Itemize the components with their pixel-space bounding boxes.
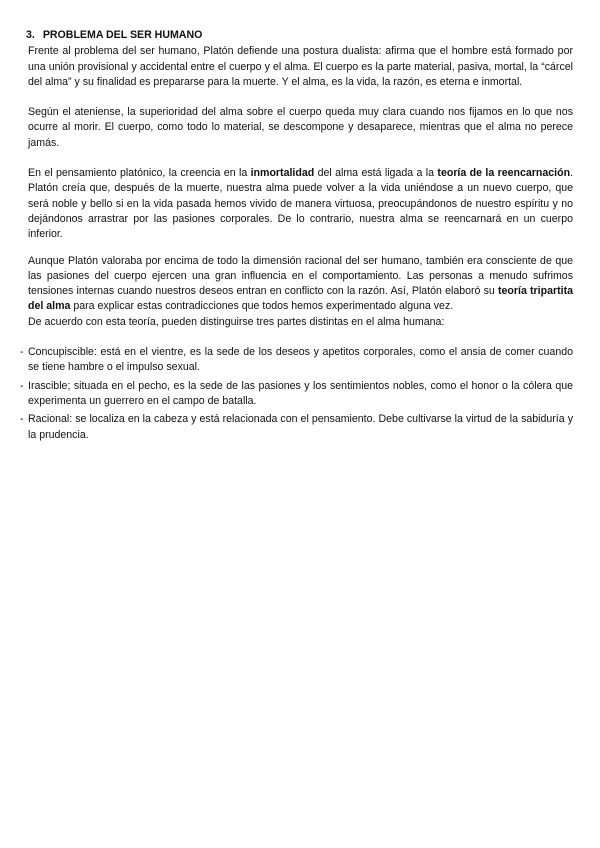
bold-term-reincarnation: teoría de la reencarnación — [437, 167, 571, 180]
paragraph-reincarnation — [28, 166, 573, 242]
list-item — [20, 345, 573, 376]
list-dash: - — [20, 379, 24, 392]
list-item — [20, 412, 573, 443]
section-number: 3. — [26, 29, 35, 41]
paragraph-soul-superiority: Según el ateniense, la superioridad del alma sobre el cuerpo queda muy clara cuando nos fijamos en lo que nos ocurre al morir. El cuerpo, como todo lo material, se descompone y desaparece, mientras que el alma no perece jamás. — [28, 106, 573, 149]
document-page — [20, 28, 573, 446]
list-item-irascible: Irascible; situada en el pecho, es la sede de las pasiones y los sentimientos nobles, como el honor o la cólera que experimenta un guerrero en el campo de batalla. — [28, 379, 573, 407]
bold-term-immortality: inmortalidad — [250, 167, 315, 180]
bold-term-tripartite: teoría tripartita del alma — [28, 285, 573, 313]
list-item-concupiscible: Concupiscible: está en el vientre, es la sede de los deseos y apetitos corporales, como el ansia de comer cuando se tiene hambre o el impulso sexual. — [28, 346, 573, 374]
paragraph-three-parts-intro: De acuerdo con esta teoría, pueden distinguirse tres partes distintas en el alma humana: — [28, 315, 445, 328]
paragraph-tripartite — [28, 254, 573, 315]
section-heading — [26, 28, 573, 43]
section-title: PROBLEMA DEL SER HUMANO — [42, 29, 203, 41]
text-span: En el pensamiento platónico, la creencia en la — [28, 167, 251, 180]
text-span: . Platón creía que, después de la muerte, nuestra alma puede volver a la vida uniéndose a un nuevo cuerpo, que será noble y bello si en la vida pasada hemos vivido de manera virtuosa, preocupándonos de nuestro espíritu y no dejándonos arrastrar por las pasiones corporales. De lo contrario, nuestra alma se reencarnará en un cuerpo inferior. — [28, 167, 573, 241]
paragraph-dualism: Frente al problema del ser humano, Platón defiende una postura dualista: afirma que el hombre está formado por una unión provisional y accidental entre el cuerpo y el alma. El cuerpo es la parte material, pasiva, mortal, la “cárcel del alma” y su finalidad es prepararse para la muerte. Y el alma, es la vida, la razón, es eterna e inmortal. — [28, 45, 573, 88]
list-dash: - — [20, 346, 24, 359]
soul-parts-list — [20, 345, 573, 443]
list-dash: - — [20, 413, 24, 426]
text-span: para explicar estas contradicciones que todos hemos experimentado alguna vez. — [70, 300, 454, 313]
list-item — [20, 379, 573, 410]
text-span: Aunque Platón valoraba por encima de todo la dimensión racional del ser humano, también era consciente de que las pasiones del cuerpo ejercen una gran influencia en el comportamiento. Las personas a menudo sufrimos tensiones internas cuando nuestros deseos entran en conflicto con la razón. Así, Platón elaboró su — [28, 254, 573, 298]
text-span: del alma está ligada a la — [314, 167, 438, 180]
list-item-racional: Racional: se localiza en la cabeza y está relacionada con el pensamiento. Debe cultivarse la virtud de la sabiduría y la prudencia. — [28, 413, 573, 441]
